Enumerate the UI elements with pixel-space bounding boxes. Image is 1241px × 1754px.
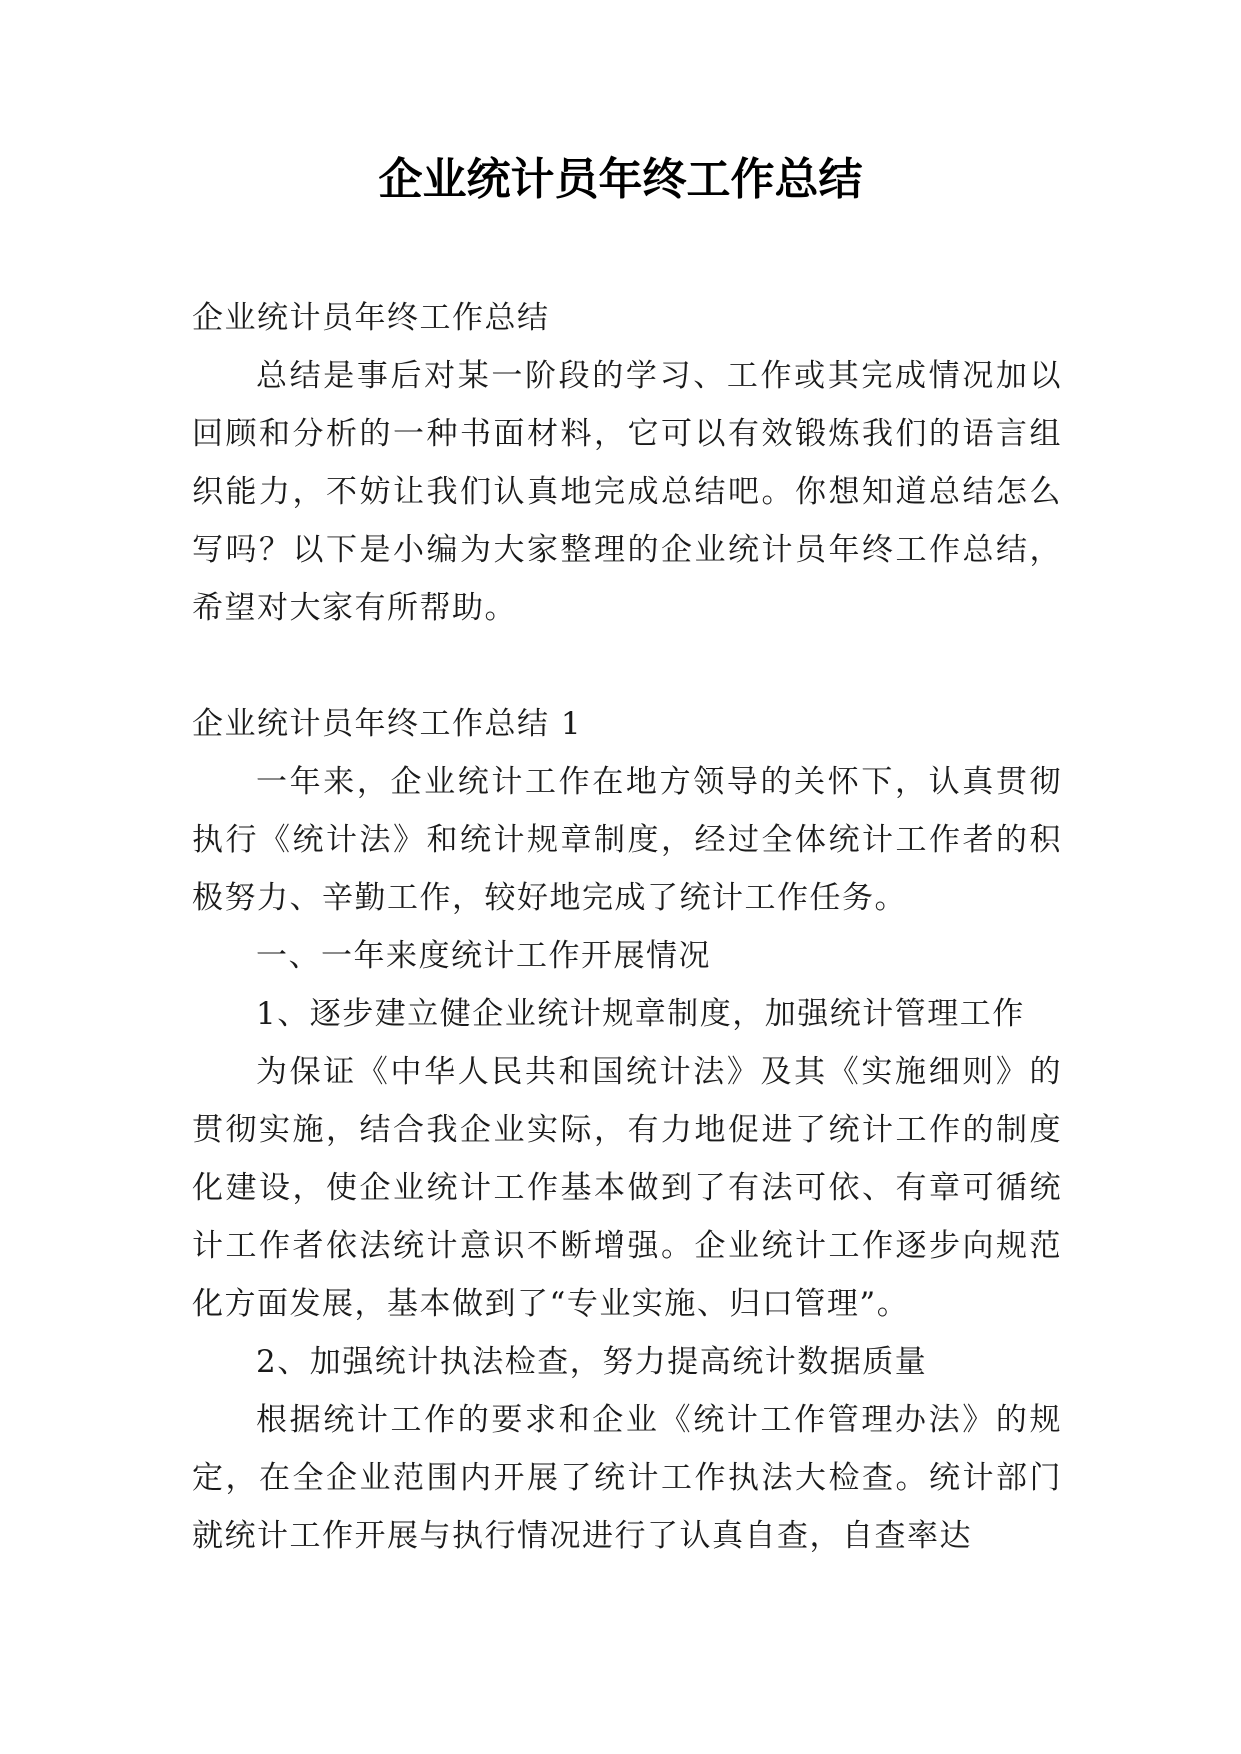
paragraph-1: 一年来，企业统计工作在地方领导的关怀下，认真贯彻执行《统计法》和统计规章制度，经过全体统计工作者的积极努力、辛勤工作，较好地完成了统计工作任务。 bbox=[192, 764, 1062, 916]
heading-1-1: 1、逐步建立健企业统计规章制度，加强统计管理工作 bbox=[256, 996, 1025, 1032]
subtitle: 企业统计员年终工作总结 bbox=[192, 300, 550, 336]
intro-paragraph: 总结是事后对某一阶段的学习、工作或其完成情况加以回顾和分析的一种书面材料，它可以有效锻炼我们的语言组织能力，不妨让我们认真地完成总结吧。你想知道总结怎么写吗？以下是小编为大家整理的企业统计员年终工作总结，希望对大家有所帮助。 bbox=[192, 358, 1062, 626]
page-title: 企业统计员年终工作总结 bbox=[378, 154, 863, 205]
paragraph-spacer bbox=[192, 637, 1062, 695]
paragraph-2: 为保证《中华人民共和国统计法》及其《实施细则》的贯彻实施，结合我企业实际，有力地促进了统计工作的制度化建设，使企业统计工作基本做到了有法可依、有章可循统计工作者依法统计意识不断增强。企业统计工作逐步向规范化方面发展，基本做到了“专业实施、归口管理”。 bbox=[192, 1054, 1062, 1322]
paragraph-3: 根据统计工作的要求和企业《统计工作管理办法》的规定，在全企业范围内开展了统计工作执法大检查。统计部门就统计工作开展与执行情况进行了认真自查，自查率达 bbox=[192, 1402, 1062, 1554]
heading-1-2: 2、加强统计执法检查，努力提高统计数据质量 bbox=[256, 1344, 928, 1380]
section-title: 企业统计员年终工作总结 1 bbox=[192, 706, 583, 742]
heading-1: 一、一年来度统计工作开展情况 bbox=[256, 938, 711, 974]
document-body bbox=[192, 289, 1062, 1565]
